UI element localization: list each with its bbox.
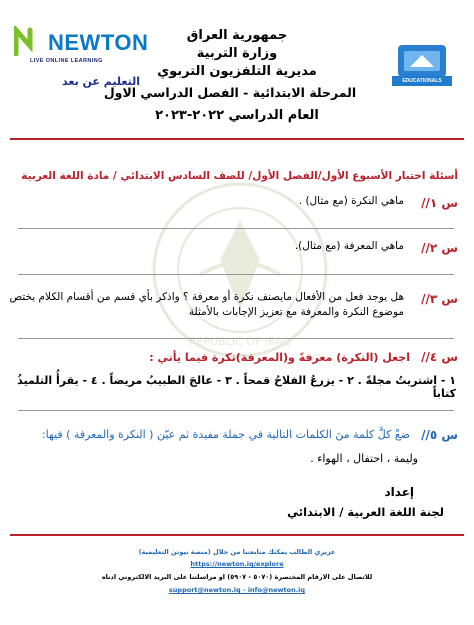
prepared-by-name: لجنة اللغة العربية / الابتدائي (287, 505, 444, 519)
question-1-label: س ١// (421, 196, 458, 210)
newton-n-logo-icon (14, 26, 48, 56)
newton-logo-text: NEWTON (48, 30, 149, 55)
header-year: العام الدراسي ٢٠٢٢-٢٠٢٣ (155, 108, 319, 123)
newton-tagline: LIVE ONLINE LEARNING (30, 58, 103, 64)
question-4-label: س ٤// (421, 350, 458, 364)
footer-link[interactable]: https://newton.iq/explore (190, 560, 284, 568)
question-3-text: هل يوجد فعل من الأفعال مايصنف نكرة أو معرفة ؟ واذكر بأي قسم من أقسام الكلام يختص موضوع النكرة والمعرفة مع تعزيز الإجابات بالأمثلة (9, 291, 404, 318)
answer-line (18, 228, 454, 229)
footer-emails[interactable]: support@newton.iq - info@newton.iq (168, 586, 306, 594)
question-5-label: س ٥// (421, 428, 458, 442)
footer-divider (10, 534, 464, 536)
educational-logo-text: EDUCATIONALS (392, 76, 452, 86)
question-3-label: س ٣// (421, 292, 458, 306)
header-directorate: مديرية التلفزيون التربوي (157, 64, 317, 79)
question-2-label: س ٢// (421, 241, 458, 255)
footer-contact-text: للاتصال على الارقام المختصرة (٥٠٧٠ - ٥٩٠٧) او مراسلتنا على البريد الالكتروني ادناه (101, 573, 373, 581)
question-5-words: وليمة ، احتفال ، الهواء . (310, 452, 418, 465)
answer-line (18, 338, 454, 339)
svg-text:REPUBLIC OF IRAQ: REPUBLIC OF IRAQ (188, 335, 292, 348)
question-1-text: ماهي النكرة (مع مثال) . (298, 195, 404, 207)
exam-title: أسئلة اختبار الأسبوع الأول/الفصل الأول/ للصف السادس الابتدائي / مادة اللغة العربية (21, 170, 458, 182)
question-4-text: اجعل (النكرة) معرفةً و(المعرفة)نكرة فيما يأتي : (149, 351, 410, 364)
header-country: جمهورية العراق (186, 28, 288, 43)
answer-line (18, 274, 454, 275)
footer-follow-text: عزيزي الطالب يمكنك متابعتنا من خلال (منصة نيوتن التعليمية) (138, 548, 336, 556)
question-4-items: ١ - اشتريتُ مجلةً . ٢ - يزرعُ الفلاحُ قمحاً . ٣ - عالجَ الطبيبُ مريضاً . ٤ - يقرأُ التلميذُ كتاباً (17, 374, 456, 400)
remote-learning-label: التعليم عن بعد (62, 75, 140, 88)
answer-line (18, 410, 454, 411)
question-2-text: ماهي المعرفة (مع مثال). (294, 240, 404, 252)
header-stage: المرحلة الابتدائية - الفصل الدراسي الاول (103, 85, 357, 100)
header-divider (10, 138, 464, 140)
prepared-by-title: إعداد (384, 485, 414, 499)
header-ministry: وزارة التربية (196, 46, 278, 61)
question-5-text: ضعْ كلَّ كلمة منَ الكلمات التالية في جملة مفيدة ثم عيّن ( النكرة والمعرفة ) فيها: (41, 428, 410, 441)
iraq-seal-watermark-icon (150, 180, 330, 360)
